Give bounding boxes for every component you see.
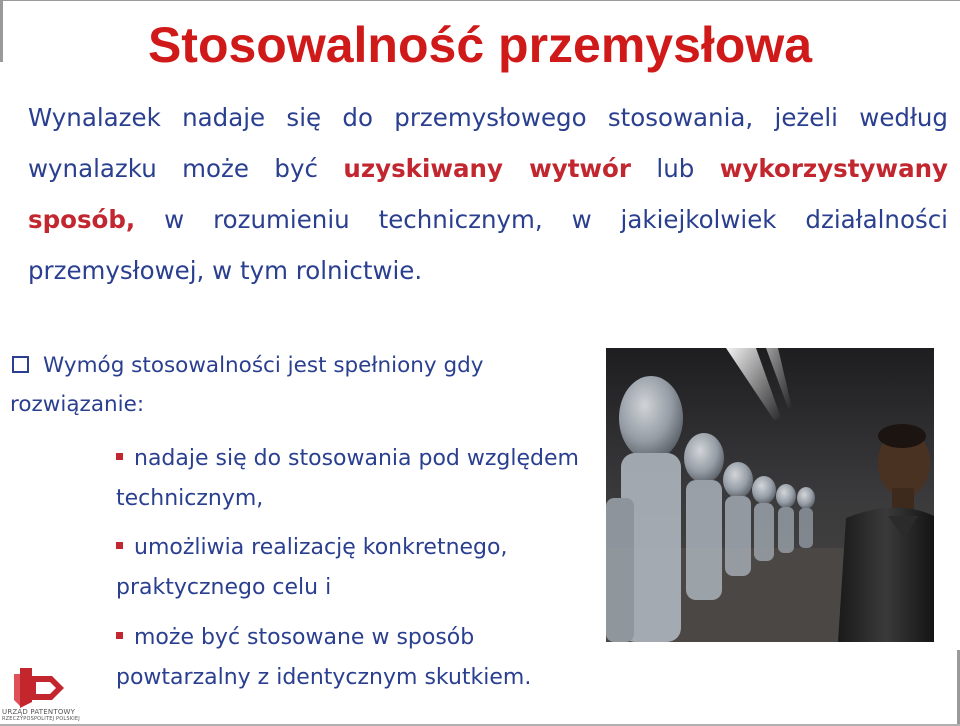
intro-paragraph [28,92,948,296]
robots-illustration [606,348,934,642]
square-bullet-icon [116,542,123,549]
requirement-item [116,528,606,608]
requirement-text: Wymóg stosowalności jest spełniony gdy rozwiązanie: [10,353,484,417]
patent-office-logo-text [2,708,102,722]
requirement-item [116,439,606,519]
intro-text-1: Wynalazek nadaje się do przemysłowego stosowania, jeżeli według wynalazku może być [28,103,948,183]
logo-line-1: URZĄD PATENTOWY [2,708,76,716]
square-bullet-icon [116,632,123,639]
requirement-item-text: może być stosowane w sposób powtarzalny z identycznym skutkiem. [116,625,532,690]
logo-line-2: RZECZYPOSPOLITEJ POLSKIEJ [2,716,80,722]
requirement-paragraph [10,346,590,424]
intro-highlight-method: wykorzystywany sposób, [28,154,949,234]
slide-title: Stosowalność przemysłowa [147,17,813,73]
checkbox-bullet-icon [12,356,29,373]
intro-text-3: w rozumieniu technicznym, w jakiejkolwiek działalności przemysłowej, w tym rolnictwie. [28,205,948,285]
requirement-item-text: umożliwia realizację konkretnego, praktycznego celu i [116,535,508,600]
intro-highlight-product: uzyskiwany wytwór [343,154,631,183]
intro-text-2: lub [630,154,720,183]
requirement-item [116,618,606,698]
requirement-item-text: nadaje się do stosowania pod względem technicznym, [116,446,579,511]
robots-movie-photo [606,348,934,642]
slide-border-top [0,0,960,1]
square-bullet-icon [116,453,123,460]
